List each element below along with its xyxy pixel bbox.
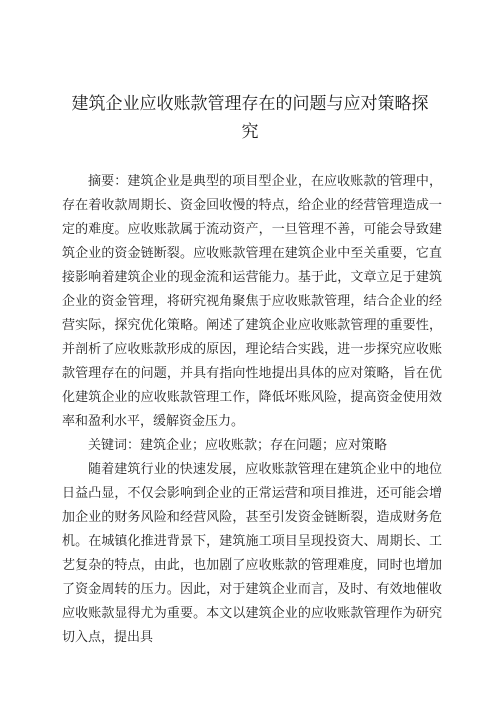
abstract-paragraph: 摘要：建筑企业是典型的项目型企业，在应收账款的管理中，存在着收款周期长、资金回收慢的特点，给企业的经营管理造成一定的难度。应收账款属于流动资产，一旦管理不善，可能会导致建筑企业的资金链断裂。应收账款管理在建筑企业中至关重要，它直接影响着建筑企业的现金流和运营能力。基于此，文章立足于建筑企业的资金管理，将研究视角聚焦于应收账款管理，结合企业的经营实际，探究优化策略。阐述了建筑企业应收账款管理的重要性，并剖析了应收账款形成的原因，理论结合实践，进一步探究应收账款管理存在的问题，并具有指向性地提出具体的应对策略，旨在优化建筑企业的应收账款管理工作，降低坏账风险，提高资金使用效率和盈利水平，缓解资金压力。: [62, 174, 442, 429]
intro-paragraph: 随着建筑行业的快速发展，应收账款管理在建筑企业中的地位日益凸显，不仅会影响到企业的正常运营和项目推进，还可能会增加企业的财务风险和经营风险，甚至引发资金链断裂，造成财务危机。在城镇化推进背景下，建筑施工项目呈现投资大、周期长、工艺复杂的特点，由此，也加剧了应收账款的管理难度，同时也增加了资金周转的压力。因此，对于建筑企业而言，及时、有效地催收应收账款显得尤为重要。本文以建筑企业的应收账款管理作为研究切入点，提出具: [62, 462, 442, 645]
document-title: 建筑企业应收账款管理存在的问题与应对策略探究: [71, 94, 429, 142]
document-body: [62, 170, 442, 650]
keywords-paragraph: 关键词：建筑企业；应收账款；存在问题；应对策略: [88, 438, 388, 453]
